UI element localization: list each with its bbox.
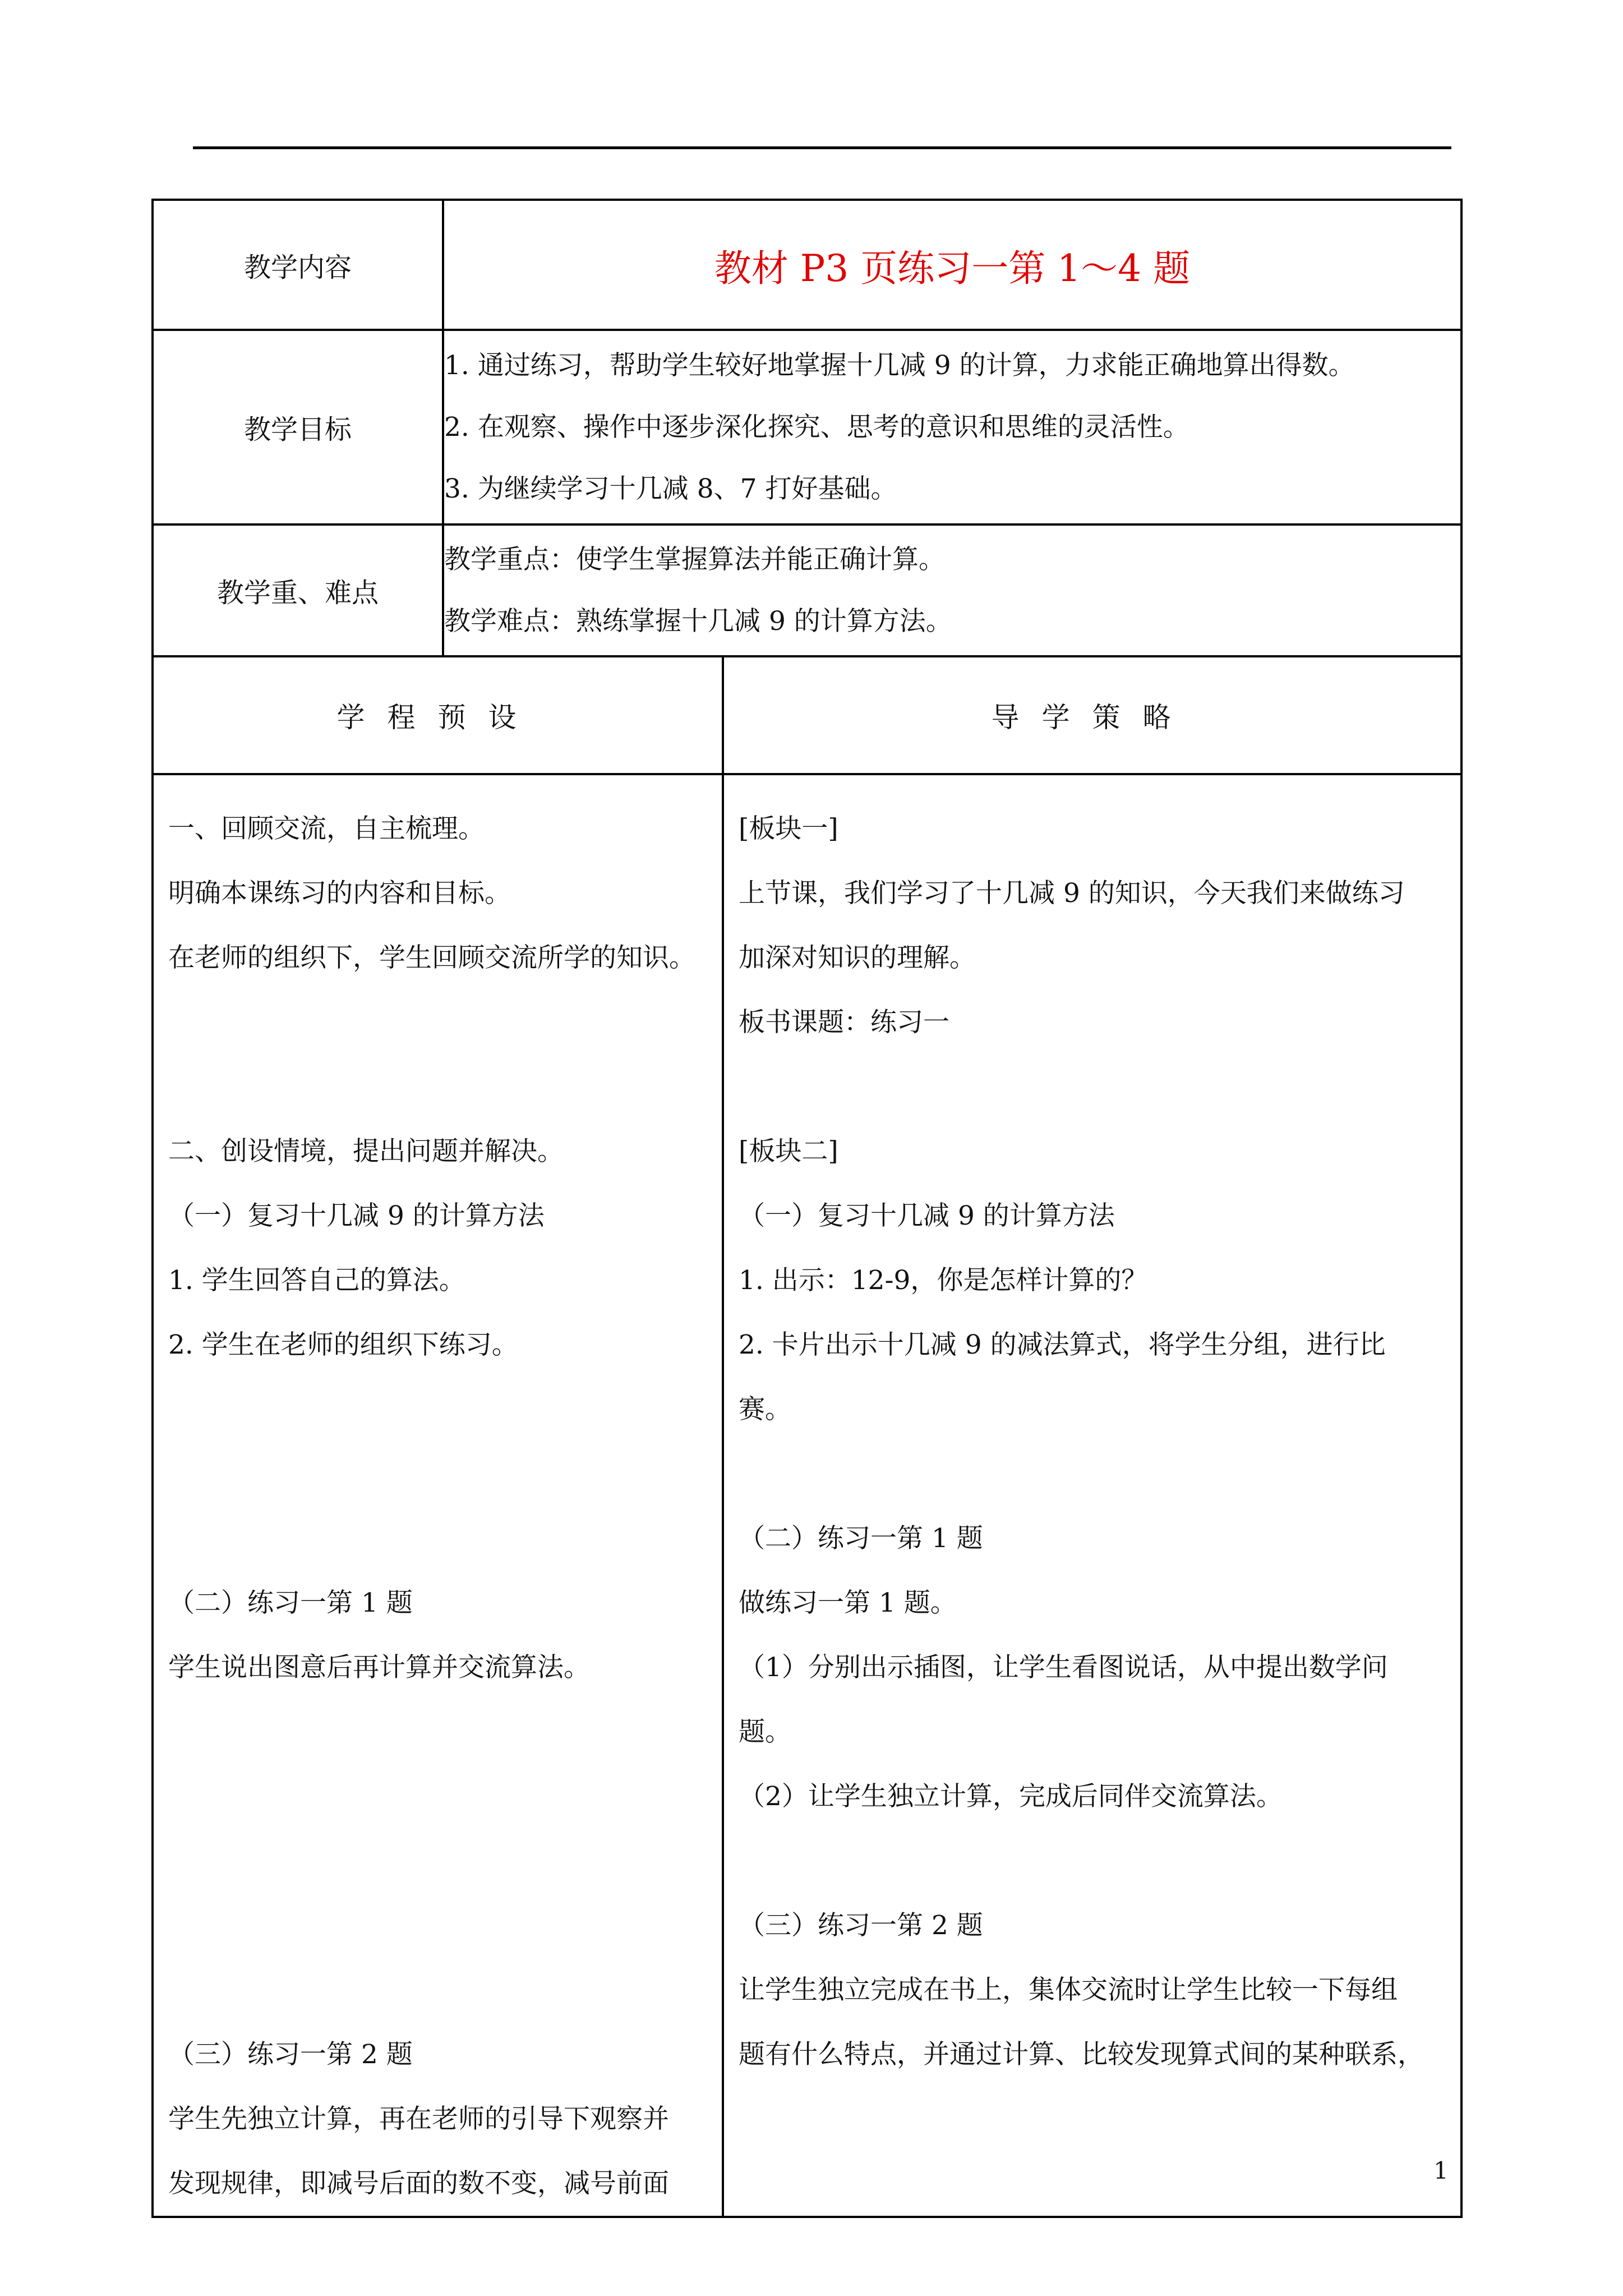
paragraph: 学生说出图意后再计算并交流算法。	[168, 1652, 590, 1683]
paragraph: （1）分别出示插图，让学生看图说话，从中提出数学问	[739, 1652, 1388, 1683]
paragraph: 在老师的组织下，学生回顾交流所学的知识。	[168, 942, 695, 973]
paragraph: 加深对知识的理解。	[739, 942, 976, 973]
section-heading: [板块二]	[739, 1136, 838, 1167]
paragraph: 让学生独立完成在书上，集体交流时让学生比较一下每组	[739, 1975, 1398, 2005]
keypoints-row	[153, 524, 1461, 656]
subsection-heading: （二）练习一第 1 题	[168, 1588, 413, 1618]
paragraph: 明确本课练习的内容和目标。	[168, 878, 511, 909]
keypoints-label: 教学重、难点	[153, 524, 443, 656]
paragraph: 赛。	[739, 1394, 791, 1425]
goals-label: 教学目标	[153, 330, 443, 524]
paragraph: 发现规律，即减号后面的数不变，减号前面	[168, 2168, 669, 2199]
goal-item: 3. 为继续学习十几减 8、7 打好基础。	[444, 473, 897, 504]
section-heading: 一、回顾交流，自主梳理。	[168, 813, 485, 844]
process-body-row	[153, 774, 1461, 2217]
paragraph: 板书课题：练习一	[739, 1007, 949, 1038]
lesson-info-table	[151, 199, 1463, 657]
goals-row	[153, 330, 1461, 524]
keypoint-item: 教学重点：使学生掌握算法并能正确计算。	[444, 544, 945, 575]
student-process-cell	[153, 774, 723, 2217]
header-rule	[193, 146, 1451, 149]
subsection-heading: （一）复习十几减 9 的计算方法	[739, 1200, 1115, 1231]
content-label: 教学内容	[153, 200, 443, 330]
section-heading: 二、创设情境，提出问题并解决。	[168, 1136, 564, 1167]
subsection-heading: （三）练习一第 2 题	[168, 2039, 413, 2070]
content-title: 教材 P3 页练习一第 1～4 题	[443, 200, 1461, 330]
goals-cell	[443, 330, 1461, 524]
goal-item: 1. 通过练习，帮助学生较好地掌握十几减 9 的计算，力求能正确地算出得数。	[444, 349, 1355, 381]
keypoints-cell	[443, 524, 1461, 656]
right-column-header: 导学策略	[723, 656, 1461, 774]
teacher-strategy-cell	[723, 774, 1461, 2217]
paragraph: 做练习一第 1 题。	[739, 1588, 957, 1618]
paragraph: 上节课，我们学习了十几减 9 的知识，今天我们来做练习	[739, 878, 1405, 909]
paragraph: 题有什么特点，并通过计算、比较发现算式间的某种联系，	[739, 2039, 1424, 2070]
subsection-heading: （一）复习十几减 9 的计算方法	[168, 1200, 545, 1231]
left-column-header: 学程预设	[153, 656, 723, 774]
list-item: 1. 出示：12-9，你是怎样计算的？	[739, 1265, 1148, 1296]
section-heading: [板块一]	[739, 813, 838, 844]
subsection-heading: （二）练习一第 1 题	[739, 1523, 983, 1554]
subsection-heading: （三）练习一第 2 题	[739, 1910, 983, 1941]
lesson-process-table	[151, 655, 1463, 2218]
goal-item: 2. 在观察、操作中逐步深化探究、思考的意识和思维的灵活性。	[444, 411, 1189, 443]
paragraph: 题。	[739, 1717, 791, 1747]
process-header-row	[153, 656, 1461, 774]
keypoint-item: 教学难点：熟练掌握十几减 9 的计算方法。	[444, 605, 952, 637]
content-row	[153, 200, 1461, 330]
list-item: 2. 学生在老师的组织下练习。	[168, 1329, 518, 1360]
list-item: 2. 卡片出示十几减 9 的减法算式，将学生分组，进行比	[739, 1329, 1386, 1360]
list-item: 1. 学生回答自己的算法。	[168, 1265, 465, 1296]
page-number: 1	[1433, 2157, 1449, 2184]
paragraph: 学生先独立计算，再在老师的引导下观察并	[168, 2104, 669, 2134]
paragraph: （2）让学生独立计算，完成后同伴交流算法。	[739, 1781, 1283, 1812]
